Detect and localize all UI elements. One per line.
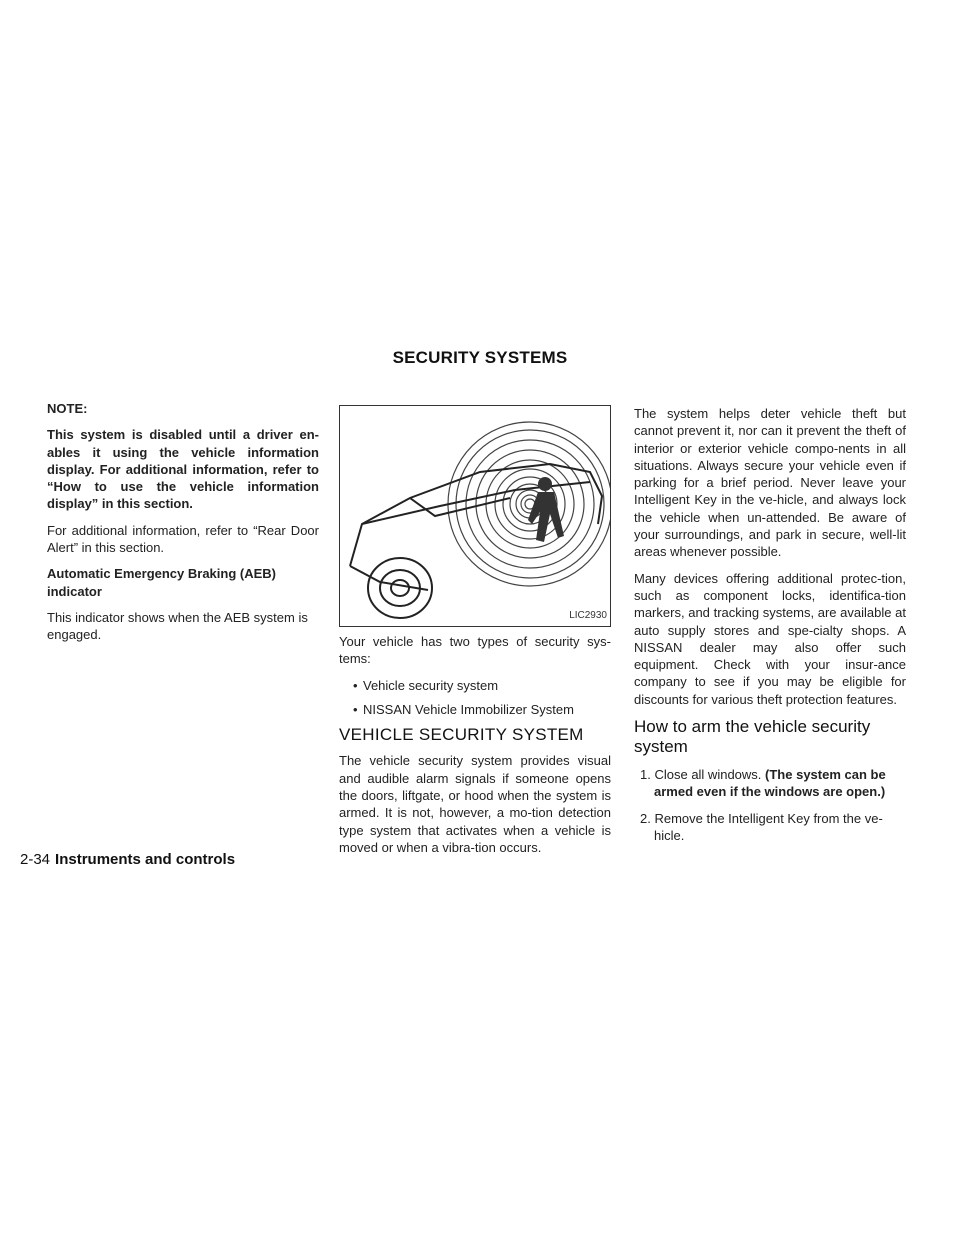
car-security-field-illustration: [340, 406, 611, 627]
step-text: Remove the Intelligent Key from the ve-hicle.: [654, 810, 883, 843]
additional-devices-paragraph: Many devices offering additional protec-tion, such as component locks, identifica-tion markers, and tracking systems, are available at auto supply stores and spe-cialty shops. A NISSAN dealer may also offer such equipment. Check with your insur-ance company to see if you may be eligible for discounts for various theft protection features.: [634, 570, 906, 707]
security-illustration: [339, 405, 611, 627]
page-number: 2-34: [20, 851, 51, 868]
aeb-text: This indicator shows when the AEB system is engaged.: [47, 609, 308, 643]
note-label: NOTE:: [47, 401, 88, 416]
subsection-heading: How to arm the vehicle security system: [634, 717, 871, 757]
intro-text: Your vehicle has two types of security sys-tems:: [339, 634, 611, 667]
deter-theft-paragraph: The system helps deter vehicle theft but cannot prevent it, nor can it prevent the theft of interior or exterior vehicle compo-nents in all situations. Always secure your vehicle even if parking for a brief period. Never leave your Intelligent Key in the ve-hicle, and always lock the vehicle when un-attended. Be aware of your surroundings, and park in secure, well-lit areas whenever possible.: [634, 406, 906, 560]
list-item: • NISSAN Vehicle Immobilizer System: [353, 701, 611, 718]
column-right: [634, 405, 906, 853]
list-item: • Vehicle security system: [353, 677, 611, 694]
step-number: 2.: [640, 810, 651, 826]
section-heading: VEHICLE SECURITY SYSTEM: [339, 725, 584, 745]
security-types-list: [339, 677, 611, 719]
list-item: [634, 766, 906, 801]
aeb-heading: Automatic Emergency Braking (AEB) indicator: [47, 566, 276, 599]
figure-code: LIC2930: [569, 609, 607, 621]
step-number: 1.: [640, 767, 651, 783]
arming-steps: [634, 766, 906, 844]
step-text: Close all windows.: [654, 767, 762, 783]
section-text: The vehicle security system provides visual and audible alarm signals if someone opens the doors, liftgate, or hood when the system is armed. It is not, however, a mo-tion detection type system that activates when a vehicle is moved or when a vibra-tion occurs.: [339, 753, 611, 855]
note-text: This system is disabled until a driver en-ables it using the vehicle information display. For additional information, refer to “How to use the vehicle information display” in this section.: [47, 427, 319, 512]
step-note: (The system can be armed even if the windows are open.): [654, 767, 886, 800]
page-footer: [20, 851, 235, 868]
list-item: [634, 810, 906, 845]
page-title: SECURITY SYSTEMS: [392, 348, 568, 367]
column-middle: [339, 405, 611, 865]
rear-door-reference: For additional information, refer to “Rear Door Alert” in this section.: [47, 522, 319, 556]
chapter-title: Instruments and controls: [55, 851, 236, 868]
column-left: [47, 400, 319, 653]
